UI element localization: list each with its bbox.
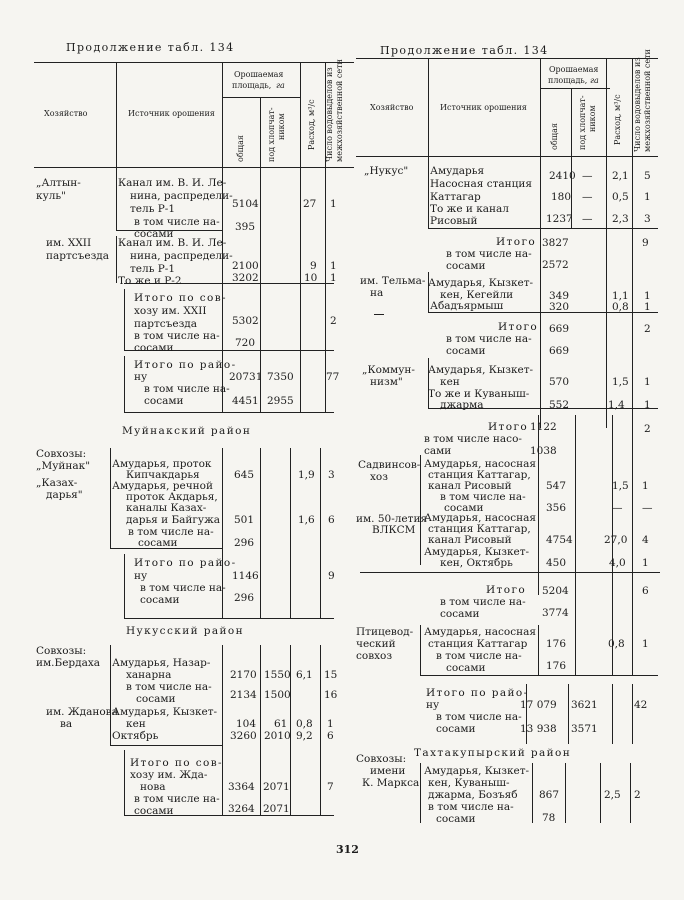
table-cell: ником [277, 113, 286, 140]
table-cell: Птицевод- [356, 626, 414, 638]
table-cell: сосами [440, 608, 480, 620]
district-heading: Нукусский район [126, 625, 245, 637]
table-cell: Амударья, насосная [424, 458, 536, 470]
table-cell: сосами [446, 260, 486, 272]
table-cell: 1500 [264, 689, 291, 701]
table-cell: джарма, Бозъяб [428, 789, 518, 801]
table-cell: „Алтын- [36, 177, 81, 189]
table-cell: 5204 [542, 585, 569, 597]
table-cell: 1,6 [298, 514, 315, 526]
table-cell: джарма [440, 399, 484, 411]
table-cell: 1 [642, 557, 649, 569]
page-number: 312 [336, 843, 359, 856]
table-cell: хоз [370, 471, 388, 483]
table-cell: сосами [134, 342, 174, 354]
table-cell: 5 [644, 170, 651, 182]
table-cell: на [370, 287, 384, 299]
table-cell: в том числе на- [446, 248, 532, 260]
table-cell: 2134 [230, 689, 257, 701]
table-cell: 4754 [546, 534, 573, 546]
table-cell: куль" [36, 190, 66, 202]
table-cell: им. XXII [46, 237, 92, 249]
table-cell: сосами [140, 594, 180, 606]
table-cell: совхоз [356, 650, 393, 662]
table-cell: К. Маркса [362, 777, 420, 789]
table-cell: сами [424, 445, 452, 457]
table-cell: 2955 [267, 395, 294, 407]
table-cell: 3 [328, 469, 335, 481]
table-cell: 3 [644, 213, 651, 225]
table-cell: 3260 [230, 730, 257, 742]
col-header-flow: Расход, м³/с [307, 99, 316, 150]
table-cell: в том числе на- [440, 596, 526, 608]
table-cell: Октябрь [112, 730, 159, 742]
table-cell: Тахтакупырский район [414, 747, 572, 759]
table-cell: 0,8 [296, 718, 313, 730]
table-cell: 645 [234, 469, 255, 481]
table-cell: 356 [546, 502, 567, 514]
table-cell: Амударья, Кызкет- [428, 277, 534, 289]
table-cell: 2100 [232, 260, 259, 272]
table-cell: 27 [303, 198, 317, 210]
table-cell: кен, Куваныш- [428, 777, 510, 789]
table-cell: 1 [644, 191, 651, 203]
table-cell: Амударья, насосная [424, 512, 536, 524]
table-cell: партсъезда [134, 318, 198, 330]
table-cell: Амударья, Кызкет- [428, 364, 534, 376]
table-cell: Итого [496, 236, 537, 248]
table-cell: — [582, 191, 593, 203]
table-cell: Итого по сов- [134, 292, 227, 304]
table-cell: ником [588, 105, 597, 132]
table-cell: 3827 [542, 237, 569, 249]
table-cell: „Казах- [36, 477, 78, 489]
table-cell: „Нукус" [364, 165, 409, 177]
col-header-farm: Хозяйство [370, 103, 414, 112]
table-cell: Амударья [430, 165, 485, 177]
table-cell: 1,9 [298, 469, 315, 481]
table-cell: в том числе на- [134, 330, 220, 342]
table-cell: в том числе на- [440, 491, 526, 503]
table-cell: хозу им. Жда- [130, 769, 208, 781]
table-cell: 570 [549, 376, 570, 388]
table-cell: сосами [446, 345, 486, 357]
table-cell: 3621 [571, 699, 598, 711]
table-cell: ханарна [126, 669, 172, 681]
table-cell: 13 938 [520, 723, 557, 735]
district-heading: Муйнакский район [122, 425, 252, 437]
table-cell: 2410 [549, 170, 576, 182]
table-cell: в том числе на- [126, 681, 212, 693]
table-cell: 450 [546, 557, 567, 569]
table-cell: Совхозы: [36, 448, 87, 460]
table-cell: низм" [370, 376, 403, 388]
table-cell: „Коммун- [362, 364, 415, 376]
table-cell: 3571 [571, 723, 598, 735]
table-cell: То же и канал [430, 203, 509, 215]
table-cell: каналы Казах- [126, 502, 207, 514]
table-cell: 9 [310, 260, 317, 272]
table-cell: 4,0 [609, 557, 626, 569]
table-cell: 77 [326, 371, 340, 383]
table-cell: 1237 [546, 213, 573, 225]
table-cell: сосами [144, 395, 184, 407]
table-cell: в том числе на- [436, 711, 522, 723]
table-cell: ну [134, 570, 148, 582]
table-cell: 61 [274, 718, 288, 730]
table-cell: 104 [236, 718, 257, 730]
table-cell: 1 [642, 638, 649, 650]
table-cell: Насосная станция [430, 178, 533, 190]
table-cell: 10 [304, 272, 318, 284]
table-cell: партсъезда [46, 250, 110, 262]
table-cell: 9 [642, 237, 649, 249]
table-cell: 1122 [530, 421, 557, 433]
table-cell: площадь, [548, 76, 588, 85]
table-cell: сосами [134, 228, 174, 240]
table-cell: 9 [328, 570, 335, 582]
table-cell: им. Тельма- [360, 275, 426, 287]
table-cell: в том числе на- [134, 216, 220, 228]
table-cell: Итого по райо- [134, 557, 237, 569]
table-cell: 5104 [232, 198, 259, 210]
table-cell: Рисовый [430, 215, 478, 227]
table-cell: сосами [138, 537, 178, 549]
table-cell: 6 [327, 730, 334, 742]
col-header-outlets: Число водовыделов из [325, 67, 334, 162]
table-cell: в том числе на- [140, 582, 226, 594]
table-cell: в том числе на- [134, 793, 220, 805]
table-cell: Амударья, речной [112, 480, 213, 492]
table-cell: 1550 [264, 669, 291, 681]
table-cell: станция Каттагар [428, 638, 528, 650]
table-cell: 3202 [232, 272, 259, 284]
table-cell: То же и Р-2 [118, 275, 182, 287]
table-cell: 7350 [267, 371, 294, 383]
table-cell: им. Жданова [46, 706, 118, 718]
table-cell: 176 [546, 660, 567, 672]
table-cell: 1 [330, 272, 337, 284]
col-header-area: Орошаемая [549, 65, 599, 74]
table-cell: 4 [642, 534, 649, 546]
table-cell: дарья и Байгужа [126, 514, 221, 526]
table-cell: га [590, 76, 599, 85]
table-cell: 349 [549, 290, 570, 302]
table-cell: Совхозы: [356, 753, 407, 765]
table-cell: 2,1 [612, 170, 629, 182]
table-cell: ну [426, 699, 440, 711]
table-cell: 669 [549, 323, 570, 335]
table-cell: кен, Кегейли [440, 289, 514, 301]
table-cell: Садвинсов- [358, 459, 421, 471]
table-cell: 5302 [232, 315, 259, 327]
table-cell: 15 [324, 669, 338, 681]
table-cell: 720 [235, 337, 256, 349]
table-cell: 547 [546, 480, 567, 492]
table-cell: 176 [546, 638, 567, 650]
table-cell: кен [440, 376, 460, 388]
table-cell: проток Акдарья, [126, 491, 218, 503]
table-cell: сосами [436, 813, 476, 825]
table-cell: 42 [634, 699, 648, 711]
table-cell: 552 [549, 399, 570, 411]
table-cell: Амударья, Кызкет- [424, 765, 530, 777]
table-cell: 9,2 [296, 730, 313, 742]
col-header-outlets: Число водовыделов из [633, 57, 642, 152]
table-cell: — [582, 170, 593, 182]
table-cell: 1,4 [608, 399, 625, 411]
table-cell: в том числе на- [436, 650, 522, 662]
table-cell: 1 [327, 718, 334, 730]
table-cell: 2 [644, 323, 651, 335]
table-cell: 1 [330, 260, 337, 272]
table-cell: в том числе на- [446, 333, 532, 345]
table-cell: га [276, 81, 285, 90]
table-cell: Амударья, Кызкет- [424, 546, 530, 558]
table-cell: 3364 [228, 781, 255, 793]
table-cell: межхозяйственной сети [643, 49, 652, 152]
col-header-source: Источник орошения [440, 103, 527, 112]
table-cell: канал Рисовый [428, 534, 512, 546]
col-header-flow: Расход, м³/с [613, 94, 622, 145]
table-cell: 0,8 [612, 301, 629, 313]
table-cell: ВЛКСМ [372, 524, 416, 536]
table-cell: 2170 [230, 669, 257, 681]
table-cell: 1,5 [612, 480, 629, 492]
table-cell: — [612, 502, 623, 514]
table-cell: тель Р-1 [130, 203, 176, 215]
table-cell: — [642, 502, 653, 514]
col-header-farm: Хозяйство [44, 109, 88, 118]
table-cell: 501 [234, 514, 255, 526]
table-cell: им.Бердаха [36, 657, 101, 669]
table-cell: Итого [488, 421, 529, 433]
table-cell: кен, Октябрь [440, 557, 513, 569]
table-cell: 2572 [542, 259, 569, 271]
right-table-caption: Продолжение табл. 134 [380, 44, 549, 57]
table-cell: 1 [644, 301, 651, 313]
table-cell: ну [134, 371, 148, 383]
table-cell: 669 [549, 345, 570, 357]
table-cell: 1146 [232, 570, 259, 582]
table-cell: 1 [642, 480, 649, 492]
table-cell: площадь, [232, 81, 272, 90]
table-cell: Итого [498, 321, 539, 333]
table-cell: 2 [634, 789, 641, 801]
table-cell: Итого по райо- [134, 359, 237, 371]
table-cell: 1 [644, 290, 651, 302]
table-cell: 20731 [229, 371, 263, 383]
table-cell: ва [60, 718, 73, 730]
table-cell: 296 [234, 537, 255, 549]
table-cell: 2010 [264, 730, 291, 742]
table-cell: Абадъярмыш [430, 300, 504, 312]
col-header-total: общая [236, 135, 245, 162]
table-cell: Итого [486, 584, 527, 596]
table-cell: сосами [446, 662, 486, 674]
table-cell: 78 [542, 812, 556, 824]
table-cell: 1,5 [612, 376, 629, 388]
table-cell: 4451 [232, 395, 259, 407]
table-cell: Кипчакдарья [126, 469, 200, 481]
table-cell: 6 [328, 514, 335, 526]
table-cell: То же и Куваныш- [428, 388, 530, 400]
table-cell: 320 [549, 301, 570, 313]
col-header-total: общая [550, 123, 559, 150]
table-cell: 395 [235, 221, 256, 233]
table-cell: 180 [551, 191, 572, 203]
table-cell: нина, распредели- [130, 190, 233, 202]
table-cell: в том числе на- [144, 383, 230, 395]
table-cell: Каттагар [430, 191, 481, 203]
table-cell: станция Каттагар, [428, 469, 531, 481]
table-cell: межхозяйственной сети [335, 59, 344, 162]
table-cell: хозу им. XXII [134, 305, 207, 317]
table-cell: Амударья, Кызкет- [112, 706, 218, 718]
table-cell: имени [370, 765, 406, 777]
table-cell: 1 [644, 399, 651, 411]
table-cell: нина, распредели- [130, 250, 233, 262]
table-cell: сосами [444, 502, 484, 514]
table-cell: сосами [436, 723, 476, 735]
left-table-caption: Продолжение табл. 134 [66, 41, 235, 54]
table-cell: сосами [136, 693, 176, 705]
table-cell: Итого по райо- [426, 687, 529, 699]
table-cell: 27,0 [604, 534, 628, 546]
table-cell: „Муйнак" [36, 460, 91, 472]
table-cell: — [582, 213, 593, 225]
table-cell: нова [140, 781, 166, 793]
col-header-cotton: под хлопчат- [578, 95, 587, 150]
table-cell: сосами [134, 805, 174, 817]
table-cell: 867 [539, 789, 560, 801]
table-cell: тель Р-1 [130, 263, 176, 275]
col-header-area: Орошаемая [234, 70, 284, 79]
table-cell: 2 [644, 423, 651, 435]
table-cell: 3264 [228, 803, 255, 815]
table-cell: ческий [356, 638, 396, 650]
table-cell: 1 [330, 198, 337, 210]
table-cell: 6,1 [296, 669, 313, 681]
table-cell: кен [126, 718, 146, 730]
table-cell: станция Каттагар, [428, 523, 531, 535]
col-header-source: Источник орошения [128, 109, 215, 118]
table-cell: Итого по сов- [130, 757, 223, 769]
table-cell: 0,5 [612, 191, 629, 203]
table-cell: 6 [642, 585, 649, 597]
table-cell: 1,1 [612, 290, 629, 302]
table-cell: им. 50-летия [356, 513, 428, 525]
table-cell: 3774 [542, 607, 569, 619]
table-cell: 1038 [530, 445, 557, 457]
table-cell: 2,3 [612, 213, 629, 225]
table-cell: 0,8 [608, 638, 625, 650]
table-cell: канал Рисовый [428, 480, 512, 492]
table-cell: 2071 [263, 803, 290, 815]
col-header-cotton: под хлопчат- [267, 107, 276, 162]
table-cell: Совхозы: [36, 645, 87, 657]
table-cell: 2071 [263, 781, 290, 793]
table-cell: в том числе насо- [424, 433, 522, 445]
table-cell: Амударья, насосная [424, 626, 536, 638]
table-cell: 1 [644, 376, 651, 388]
table-cell: в том числе на- [428, 801, 514, 813]
table-cell: 2 [330, 315, 337, 327]
table-cell: 7 [327, 781, 334, 793]
table-cell: в том числе на- [128, 526, 214, 538]
table-cell: 16 [324, 689, 338, 701]
table-cell: 296 [234, 592, 255, 604]
table-cell: Амударья, Назар- [112, 657, 211, 669]
table-cell: 17 079 [520, 699, 557, 711]
table-cell: дарья" [46, 489, 83, 501]
table-cell: Амударья, проток [112, 458, 212, 470]
table-cell: 2,5 [604, 789, 621, 801]
table-cell: Канал им. В. И. Ле- [118, 177, 227, 189]
table-cell: Канал им. В. И. Ле- [118, 237, 227, 249]
